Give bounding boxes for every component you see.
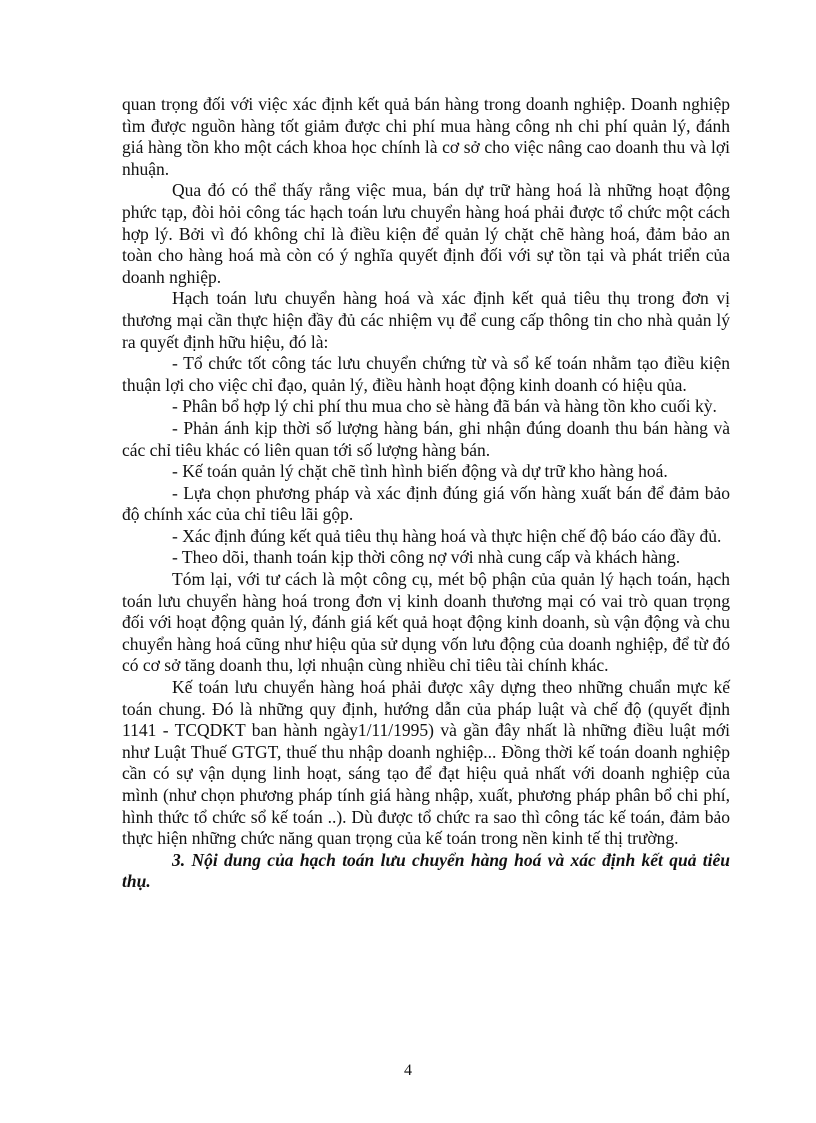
page-number: 4 — [404, 1062, 412, 1079]
task-item-cost-allocation: - Phân bổ hợp lý chi phí thu mua cho sè hàng đã bán và hàng tồn kho cuối kỳ. — [172, 396, 717, 417]
paragraph-summary: Tóm lại, với tư cách là một công cụ, mét bộ phận của quản lý hạch toán, hạch toán lưu chuyển hàng hoá trong đơn vị kinh doanh thương mại có vai trò quan trọng đối với hoạt động quản lý, đánh giá kết quả hoạt động kinh doanh, sù vận động và chu chuyển hàng hoá cũng như hiệu qủa sử dụng vốn lưu động của doanh nghiệp, để từ đó có cơ sở tăng doanh thu, lợi nhuận cùng nhiều chỉ tiêu tài chính khác. — [122, 569, 730, 676]
page-body — [122, 94, 730, 893]
paragraph-tasks-intro: Hạch toán lưu chuyển hàng hoá và xác định kết quả tiêu thụ trong đơn vị thương mại cần thực hiện đầy đủ các nhiệm vụ để cung cấp thông tin cho nhà quản lý ra quyết định hữu hiệu, đó là: — [122, 288, 730, 352]
section-heading: 3. Nội dung của hạch toán lưu chuyển hàng hoá và xác định kết quả tiêu thụ. — [122, 849, 730, 892]
task-item-results-reporting: - Xác định đúng kết quả tiêu thụ hàng hoá và thực hiện chế độ báo cáo đầy đủ. — [172, 525, 722, 546]
paragraph-continuation: quan trọng đối với việc xác định kết quả bán hàng trong doanh nghiệp. Doanh nghiệp tìm được nguồn hàng tốt giảm được chi phí mua hàng công nh chi phí quản lý, đánh giá hàng tồn kho một cách khoa học chính là cơ sở cho việc nâng cao doanh thu và lợi nhuận. — [122, 94, 730, 179]
task-item-payables: - Theo dõi, thanh toán kịp thời công nợ với nhà cung cấp và khách hàng. — [172, 547, 681, 568]
task-item-inventory-control: - Kế toán quản lý chặt chẽ tình hình biến động và dự trữ kho hàng hoá. — [172, 461, 668, 482]
task-item-cost-method: - Lựa chọn phương pháp và xác định đúng giá vốn hàng xuất bán để đảm bảo độ chính xác của chỉ tiêu lãi gộp. — [122, 482, 730, 525]
task-item-documents: - Tổ chức tốt công tác lưu chuyển chứng từ và sổ kế toán nhằm tạo điều kiện thuận lợi cho việc chỉ đạo, quản lý, điều hành hoạt động kinh doanh có hiệu qủa. — [122, 353, 730, 395]
task-item-sales-recording: - Phản ánh kịp thời số lượng hàng bán, ghi nhận đúng doanh thu bán hàng và các chỉ tiêu khác có liên quan tới số lượng hàng bán. — [122, 417, 730, 460]
paragraph-complexity: Qua đó có thể thấy rằng việc mua, bán dự trữ hàng hoá là những hoạt động phức tạp, đòi hỏi công tác hạch toán lưu chuyển hàng hoá phải được tổ chức một cách hợp lý. Bởi vì đó không chỉ là điều kiện để quản lý chặt chẽ hàng hoá, đảm bảo an toàn cho hàng hoá mà còn có ý nghĩa quyết định đối với sự tồn tại và phát triển của doanh nghiệp. — [122, 180, 730, 287]
paragraph-standards: Kế toán lưu chuyển hàng hoá phải được xây dựng theo những chuẩn mực kế toán chung. Đó là những quy định, hướng dẫn của pháp luật và chế độ (quyết định 1141 - TCQDKT ban hành ngày1/11/1995) và gần đây nhất là những điều luật mới như Luật Thuế GTGT, thuế thu nhập doanh nghiệp... Đồng thời kế toán doanh nghiệp cần có sự vận dụng linh hoạt, sáng tạo để đạt hiệu quả nhất với doanh nghiệp của mình (như chọn phương pháp tính giá hàng nhập, xuất, phương pháp phân bổ chi phí, hình thức tổ chức sổ kế toán ..). Dù được tổ chức ra sao thì công tác kế toán, đảm bảo thực hiện những chức năng quan trọng của kế toán trong nền kinh tế thị trường. — [122, 677, 730, 849]
